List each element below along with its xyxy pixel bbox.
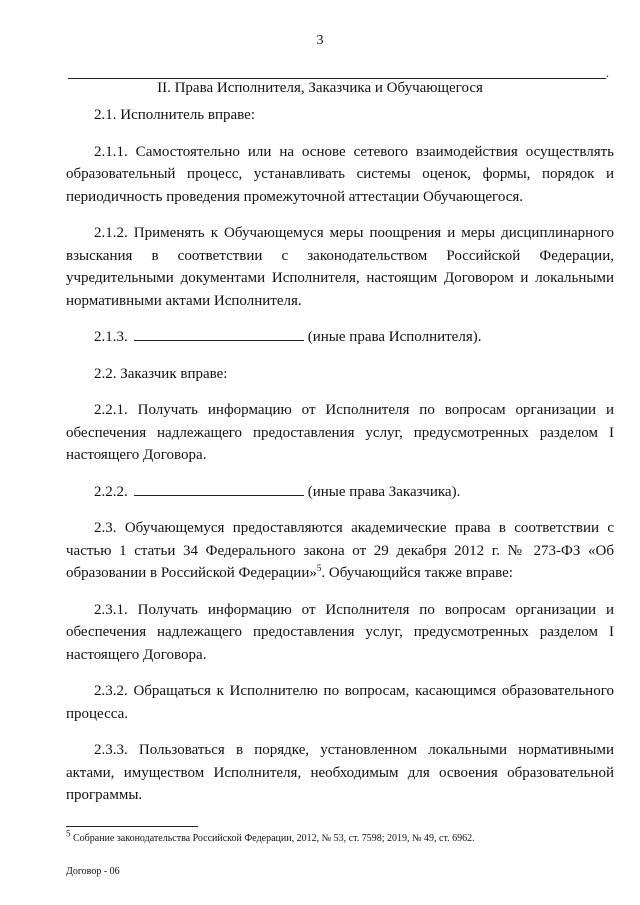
paragraph-2-3-2: 2.3.2. Обращаться к Исполнителю по вопросам, касающимся образовательного процесса. bbox=[66, 683, 614, 722]
blank-field-customer-rights bbox=[134, 481, 304, 496]
paragraph-2-2-2-text: (иные права Заказчика). bbox=[307, 483, 461, 500]
paragraph-2-3 bbox=[66, 517, 614, 585]
paragraph-2-3-1: 2.3.1. Получать информацию от Исполнителя по вопросам организации и обеспечения надлежащего предоставления услуг, предусмотренных разделом I настоящего Договора. bbox=[66, 601, 614, 663]
paragraph-2-3-tail: . Обучающийся также вправе: bbox=[321, 565, 513, 581]
paragraph-2-1: 2.1. Исполнитель вправе: bbox=[94, 107, 255, 123]
paragraph-2-2-2 bbox=[66, 481, 614, 504]
paragraph-2-3-3: 2.3.3. Пользоваться в порядке, установленном локальными нормативными актами, имуществом Исполнителя, необходимым для освоения образовательной программы. bbox=[66, 742, 614, 803]
paragraph-2-2-2-number: 2.2.2. bbox=[94, 483, 128, 500]
paragraph-2-1-3-text: (иные права Исполнителя). bbox=[307, 329, 482, 345]
paragraph-2-1-1: 2.1.1. Самостоятельно или на основе сетевого взаимодействия осуществлять образовательный процесс, устанавливать системы оценок, формы, порядок и периодичность проведения промежуточной аттестации Обучающегося. bbox=[66, 143, 614, 205]
paragraph-2-3-text: 2.3. Обучающемуся предоставляются академические права в соответствии с частью 1 статьи 34 Федерального закона от 29 декабря 2012 г. № 273-ФЗ «Об образовании в Российской Федерации» bbox=[66, 520, 614, 581]
paragraph-2-2-1: 2.2.1. Получать информацию от Исполнителя по вопросам организации и обеспечения надлежащего предоставления услуг, предусмотренных разделом I настоящего Договора. bbox=[66, 402, 614, 463]
header-dot: . bbox=[606, 66, 609, 80]
footnote-ref-5: 5 bbox=[316, 563, 322, 573]
footnote-rule bbox=[66, 826, 198, 827]
footnote-number: 5 bbox=[66, 828, 71, 839]
blank-field-executor-rights bbox=[134, 326, 304, 341]
footnote bbox=[66, 828, 614, 844]
paragraph-2-1-2: 2.1.2. Применять к Обучающемуся меры поощрения и меры дисциплинарного взыскания в соответствии с законодательством Российской Федерации, учредительными документами Исполнителя, настоящим Договором и локальными нормативными актами Исполнителя. bbox=[66, 225, 614, 309]
paragraph-2-1-3 bbox=[66, 326, 614, 349]
header-rule bbox=[68, 78, 606, 79]
document-body bbox=[66, 104, 614, 821]
paragraph-2-2: 2.2. Заказчик вправе: bbox=[94, 365, 228, 382]
page-number: 3 bbox=[316, 33, 324, 48]
footnote-text: Собрание законодательства Российской Федерации, 2012, № 53, ст. 7598; 2019, № 49, ст. 6962. bbox=[70, 833, 475, 844]
section-title: II. Права Исполнителя, Заказчика и Обучающегося bbox=[157, 80, 483, 96]
footer-code: Договор - 06 bbox=[66, 866, 120, 877]
paragraph-2-1-3-number: 2.1.3. bbox=[94, 329, 128, 345]
